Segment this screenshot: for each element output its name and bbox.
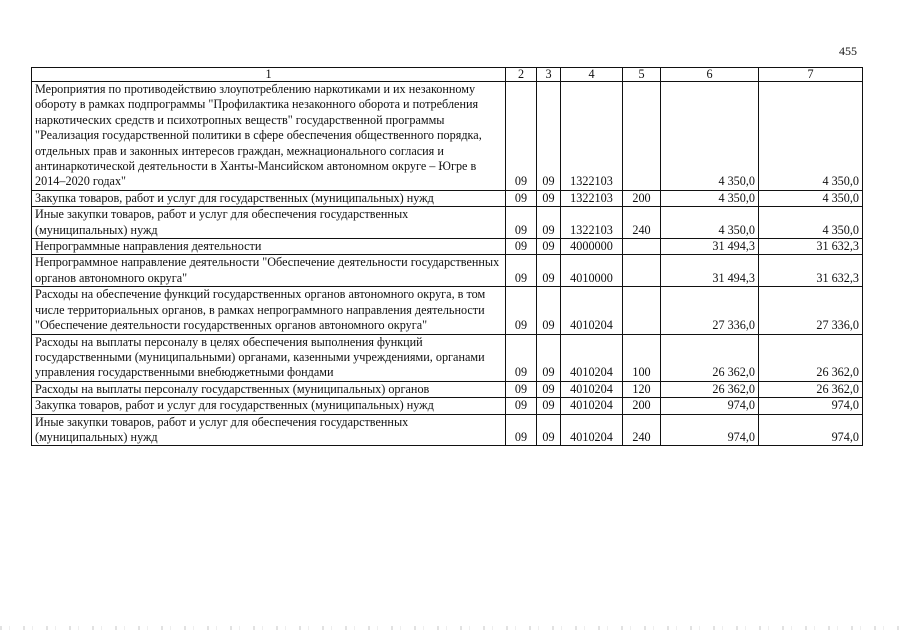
row-description: Непрограммное направление деятельности "Обеспечение деятельности государственных органов автономного округа" (32, 255, 506, 287)
expense-type-code: 240 (623, 207, 661, 239)
amount-col6: 974,0 (661, 398, 759, 414)
amount-col7: 31 632,3 (759, 255, 863, 287)
table-row (32, 381, 863, 397)
row-description: Иные закупки товаров, работ и услуг для обеспечения государственных (муниципальных) нужд (32, 414, 506, 446)
scan-artifact-strip (0, 626, 905, 630)
target-article-code: 1322103 (561, 190, 623, 206)
expense-type-code (623, 239, 661, 255)
section-code: 09 (506, 190, 537, 206)
amount-col7: 4 350,0 (759, 190, 863, 206)
expense-type-code (623, 255, 661, 287)
table-row (32, 287, 863, 334)
column-header: 4 (561, 68, 623, 82)
target-article-code: 4000000 (561, 239, 623, 255)
row-description: Мероприятия по противодействию злоупотреблению наркотиками и их незаконному обороту в рамках подпрограммы "Профилактика незаконного оборота и потребления наркотических средств и психотропных веществ" государственной программы "Реализация государственной политики в сфере обеспечения общественного порядка, отдельных прав и законных интересов граждан, межнационального согласия и антинаркотической деятельности в Ханты-Мансийском автономном округе – Югре в 2014–2020 годах" (32, 82, 506, 191)
table-row (32, 190, 863, 206)
amount-col6: 4 350,0 (661, 207, 759, 239)
column-header: 5 (623, 68, 661, 82)
target-article-code: 4010204 (561, 398, 623, 414)
amount-col7: 26 362,0 (759, 334, 863, 381)
target-article-code: 4010204 (561, 334, 623, 381)
row-description: Расходы на выплаты персоналу государственных (муниципальных) органов (32, 381, 506, 397)
budget-table (31, 67, 863, 446)
section-code: 09 (506, 334, 537, 381)
target-article-code: 1322103 (561, 82, 623, 191)
amount-col6: 27 336,0 (661, 287, 759, 334)
table-row (32, 207, 863, 239)
target-article-code: 4010204 (561, 381, 623, 397)
header-row (32, 68, 863, 82)
subsection-code: 09 (537, 414, 561, 446)
subsection-code: 09 (537, 381, 561, 397)
table-row (32, 398, 863, 414)
subsection-code: 09 (537, 207, 561, 239)
table-row (32, 255, 863, 287)
amount-col6: 26 362,0 (661, 334, 759, 381)
column-header: 2 (506, 68, 537, 82)
row-description: Закупка товаров, работ и услуг для государственных (муниципальных) нужд (32, 398, 506, 414)
section-code: 09 (506, 207, 537, 239)
row-description: Иные закупки товаров, работ и услуг для обеспечения государственных (муниципальных) нужд (32, 207, 506, 239)
subsection-code: 09 (537, 334, 561, 381)
expense-type-code (623, 82, 661, 191)
amount-col7: 31 632,3 (759, 239, 863, 255)
expense-type-code: 200 (623, 190, 661, 206)
subsection-code: 09 (537, 190, 561, 206)
section-code: 09 (506, 398, 537, 414)
target-article-code: 4010000 (561, 255, 623, 287)
table-row (32, 239, 863, 255)
amount-col6: 26 362,0 (661, 381, 759, 397)
amount-col7: 26 362,0 (759, 381, 863, 397)
amount-col7: 974,0 (759, 398, 863, 414)
expense-type-code: 240 (623, 414, 661, 446)
column-header: 1 (32, 68, 506, 82)
column-header: 3 (537, 68, 561, 82)
subsection-code: 09 (537, 398, 561, 414)
row-description: Закупка товаров, работ и услуг для государственных (муниципальных) нужд (32, 190, 506, 206)
table-row (32, 82, 863, 191)
amount-col7: 974,0 (759, 414, 863, 446)
subsection-code: 09 (537, 287, 561, 334)
page-number: 455 (839, 44, 857, 58)
section-code: 09 (506, 287, 537, 334)
table-row (32, 414, 863, 446)
subsection-code: 09 (537, 255, 561, 287)
amount-col7: 4 350,0 (759, 207, 863, 239)
expense-type-code: 120 (623, 381, 661, 397)
expense-type-code (623, 287, 661, 334)
amount-col7: 27 336,0 (759, 287, 863, 334)
table-row (32, 334, 863, 381)
amount-col6: 31 494,3 (661, 239, 759, 255)
amount-col6: 4 350,0 (661, 82, 759, 191)
section-code: 09 (506, 414, 537, 446)
amount-col7: 4 350,0 (759, 82, 863, 191)
amount-col6: 31 494,3 (661, 255, 759, 287)
target-article-code: 4010204 (561, 414, 623, 446)
expense-type-code: 200 (623, 398, 661, 414)
section-code: 09 (506, 381, 537, 397)
section-code: 09 (506, 239, 537, 255)
column-header: 7 (759, 68, 863, 82)
amount-col6: 4 350,0 (661, 190, 759, 206)
section-code: 09 (506, 82, 537, 191)
row-description: Расходы на выплаты персоналу в целях обеспечения выполнения функций государственными (муниципальными) органами, казенными учреждениями, органами управления государственными внебюджетными фондами (32, 334, 506, 381)
subsection-code: 09 (537, 82, 561, 191)
row-description: Расходы на обеспечение функций государственных органов автономного округа, в том числе территориальных органов, в рамках непрограммного направления деятельности "Обеспечение деятельности государственных органов автономного округа" (32, 287, 506, 334)
row-description: Непрограммные направления деятельности (32, 239, 506, 255)
subsection-code: 09 (537, 239, 561, 255)
expense-type-code: 100 (623, 334, 661, 381)
column-header: 6 (661, 68, 759, 82)
target-article-code: 1322103 (561, 207, 623, 239)
amount-col6: 974,0 (661, 414, 759, 446)
target-article-code: 4010204 (561, 287, 623, 334)
section-code: 09 (506, 255, 537, 287)
